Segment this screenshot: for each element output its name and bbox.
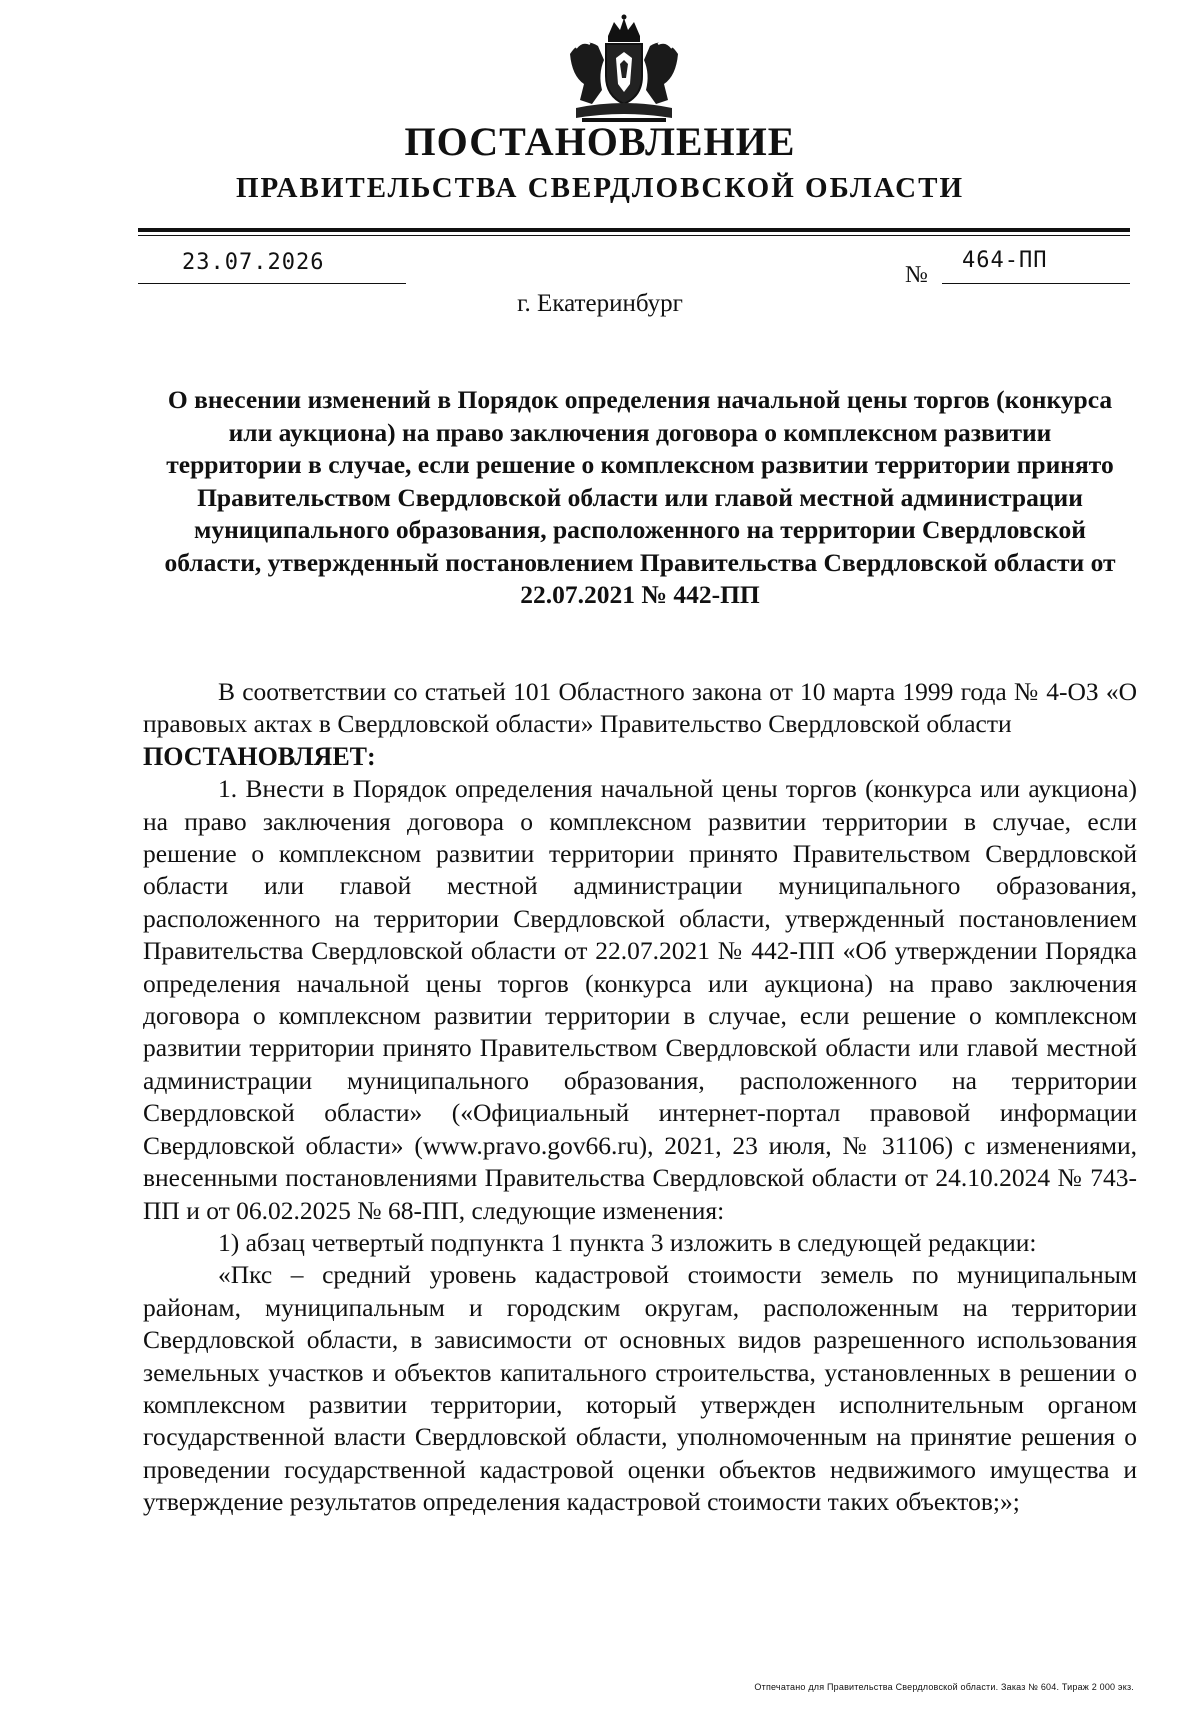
preamble-paragraph: В соответствии со статьей 101 Областного закона от 10 марта 1999 года № 4-ОЗ «О правовых актах в Свердловской области» Правительство Свердловской области <box>143 677 1137 739</box>
coat-of-arms-icon <box>562 14 686 126</box>
item-1-paragraph: 1. Внести в Порядок определения начальной цены торгов (конкурса или аукциона) на право заключения договора о комплексном развитии территории в случае, если решение о комплексном развитии территории принято Правительством Свердловской области или главой местной администрации муниципального образования, расположенного на территории Свердловской области, утвержденный постановлением Правительства Свердловской области от 22.07.2021 № 442-ПП «Об утверждении Порядка определения начальной цены торгов (конкурса или аукциона) на право заключения договора о комплексном развитии территории в случае, если решение о комплексном развитии территории принято Правительством Свердловской области или главой местной администрации муниципального образования, расположенного на территории Свердловской области» («Официальный интернет-портал правовой информации Свердловской области» (www.pravo.gov66.ru), 2021, 23 июля, № 31106) с изменениями, внесенными постановлениями Правительства Свердловской области от 24.10.2024 № 743-ПП и от 06.02.2025 № 68-ПП, следующие изменения: <box>143 774 1137 1225</box>
document-type: ПОСТАНОВЛЕНИЕ <box>404 119 796 164</box>
document-date: 23.07.2026 <box>182 250 325 275</box>
subitem-1-paragraph: 1) абзац четвертый подпункта 1 пункта 3 изложить в следующей редакции: <box>218 1227 1037 1257</box>
number-sign: № <box>905 262 928 288</box>
header-divider-thin <box>138 235 1130 236</box>
date-underline <box>138 283 406 284</box>
document-body <box>143 676 1137 1519</box>
document-number: 464-ПП <box>962 248 1048 273</box>
city: г. Екатеринбург <box>517 290 683 317</box>
print-footer: Отпечатано для Правительства Свердловской области. Заказ № 604. Тираж 2 000 экз. <box>754 1682 1134 1692</box>
header-divider-thick <box>138 228 1130 232</box>
number-underline <box>942 283 1130 284</box>
quoted-text-paragraph: «Пкс – средний уровень кадастровой стоимости земель по муниципальным районам, муниципальным и городским округам, расположенным на территории Свердловской области, в зависимости от основных видов разрешенного использования земельных участков и объектов капитального строительства, установленных в решении о комплексном развитии территории, который утвержден исполнительным органом государственной власти Свердловской области, уполномоченным на принятие решения о проведении государственной кадастровой оценки объектов недвижимого имущества и утверждение результатов определения кадастровой стоимости таких объектов;»; <box>143 1260 1137 1517</box>
issuing-authority: ПРАВИТЕЛЬСТВА СВЕРДЛОВСКОЙ ОБЛАСТИ <box>235 172 965 204</box>
decree-word: ПОСТАНОВЛЯЕТ: <box>143 741 376 771</box>
document-title: О внесении изменений в Порядок определения начальной цены торгов (конкурса или аукциона) на право заключения договора о комплексном развитии территории в случае, если решение о комплексном развитии территории принято Правительством Свердловской области или главой местной администрации муниципального образования, расположенного на территории Свердловской области, утвержденный постановлением Правительства Свердловской области от 22.07.2021 № 442-ПП <box>164 385 1116 609</box>
